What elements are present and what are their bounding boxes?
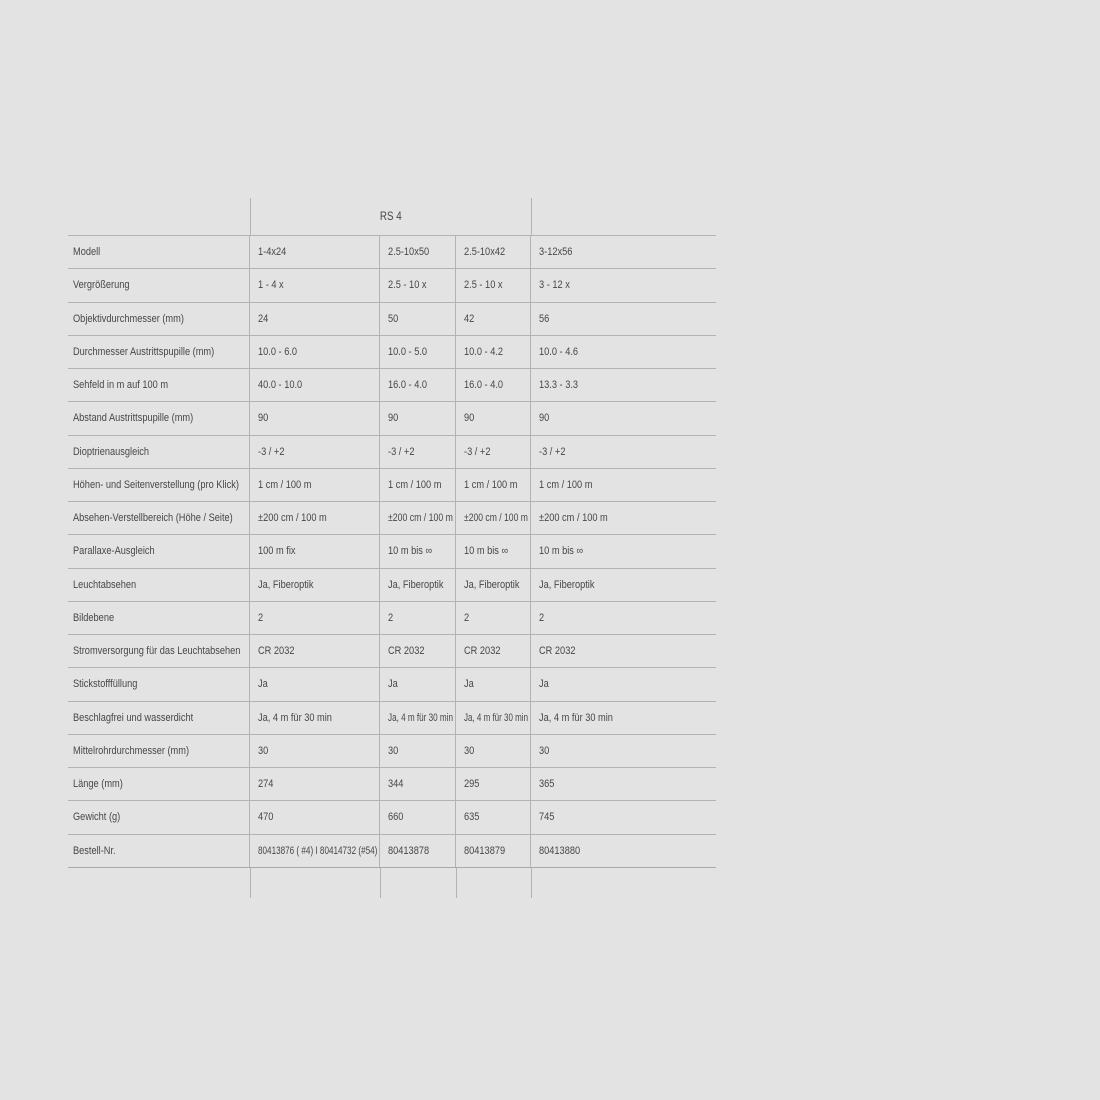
- spec-row-label: [68, 535, 250, 567]
- spec-value-cell: [531, 535, 716, 567]
- spec-value-cell: [456, 702, 531, 734]
- spec-row: [68, 800, 716, 833]
- cell-text: Absehen-Verstellbereich (Höhe / Seite): [73, 512, 233, 525]
- cell-text: Ja, 4 m für 30 min: [464, 711, 529, 724]
- spec-value-cell: [456, 835, 531, 867]
- spec-row: [68, 368, 716, 401]
- spec-value-cell: [380, 835, 456, 867]
- cell-text: -3 / +2: [464, 445, 491, 458]
- spec-value-cell: [456, 768, 531, 800]
- spec-row-label: [68, 569, 250, 601]
- spec-value-cell: [456, 635, 531, 667]
- cell-text: 80413880: [539, 844, 581, 857]
- spec-row-label: [68, 402, 250, 434]
- spec-row-label: [68, 236, 250, 268]
- cell-text: 274: [258, 778, 274, 791]
- spec-value-cell: [380, 668, 456, 700]
- cell-text: 56: [539, 312, 550, 325]
- cell-text: Ja: [258, 678, 268, 691]
- spec-row-label: [68, 303, 250, 335]
- cell-text: 30: [388, 744, 399, 757]
- cell-text: CR 2032: [464, 645, 501, 658]
- header-column-divider-right: [531, 198, 532, 235]
- spec-value-cell: [531, 336, 716, 368]
- spec-value-cell: [380, 702, 456, 734]
- cell-text: 3 - 12 x: [539, 279, 570, 292]
- cell-text: Sehfeld in m auf 100 m: [73, 379, 169, 392]
- spec-value-cell: [380, 635, 456, 667]
- spec-value-cell: [531, 668, 716, 700]
- cell-text: 10 m bis ∞: [388, 545, 433, 558]
- spec-row-label: [68, 469, 250, 501]
- cell-text: Ja, 4 m für 30 min: [258, 711, 332, 724]
- cell-text: 90: [258, 412, 269, 425]
- spec-value-cell: [380, 502, 456, 534]
- spec-row: [68, 667, 716, 700]
- cell-text: 40.0 - 10.0: [258, 379, 303, 392]
- cell-text: 1 cm / 100 m: [539, 478, 593, 491]
- cell-text: 1 cm / 100 m: [258, 478, 312, 491]
- cell-text: Ja, 4 m für 30 min: [388, 711, 454, 724]
- cell-text: 100 m fix: [258, 545, 296, 558]
- spec-value-cell: [250, 768, 380, 800]
- spec-value-cell: [531, 236, 716, 268]
- spec-value-cell: [531, 569, 716, 601]
- spec-value-cell: [456, 369, 531, 401]
- spec-row: [68, 701, 716, 734]
- spec-value-cell: [531, 602, 716, 634]
- cell-text: 295: [464, 778, 480, 791]
- spec-value-cell: [380, 768, 456, 800]
- cell-text: 2: [539, 611, 545, 624]
- cell-text: 90: [388, 412, 399, 425]
- spec-row-label: [68, 835, 250, 867]
- spec-row-label: [68, 735, 250, 767]
- cell-text: Ja: [388, 678, 398, 691]
- cell-text: 30: [258, 744, 269, 757]
- spec-value-cell: [380, 535, 456, 567]
- cell-text: Ja: [539, 678, 549, 691]
- cell-text: 2: [258, 611, 264, 624]
- cell-text: 2: [388, 611, 394, 624]
- spec-row-label: [68, 502, 250, 534]
- spec-value-cell: [250, 635, 380, 667]
- cell-text: -3 / +2: [539, 445, 566, 458]
- family-name-label: [250, 198, 531, 235]
- spec-value-cell: [456, 535, 531, 567]
- spec-value-cell: [456, 502, 531, 534]
- spec-value-cell: [531, 269, 716, 301]
- column-divider-tail-3: [456, 868, 457, 898]
- spec-row-label: [68, 635, 250, 667]
- spec-value-cell: [250, 668, 380, 700]
- spec-row-label: [68, 801, 250, 833]
- spec-value-cell: [531, 436, 716, 468]
- cell-text: Ja, Fiberoptik: [539, 578, 595, 591]
- spec-value-cell: [380, 336, 456, 368]
- spec-value-cell: [531, 402, 716, 434]
- column-divider-tail-4: [531, 868, 532, 898]
- cell-text: 365: [539, 778, 555, 791]
- spec-value-cell: [531, 635, 716, 667]
- spec-value-cell: [380, 369, 456, 401]
- spec-value-cell: [531, 369, 716, 401]
- cell-text: Objektivdurchmesser (mm): [73, 312, 184, 325]
- spec-row: [68, 734, 716, 767]
- spec-value-cell: [531, 768, 716, 800]
- cell-text: ±200 cm / 100 m: [258, 512, 327, 525]
- spec-row: [68, 568, 716, 601]
- cell-text: 42: [464, 312, 475, 325]
- spec-row: [68, 634, 716, 667]
- spec-value-cell: [456, 668, 531, 700]
- cell-text: Leuchtabsehen: [73, 578, 137, 591]
- spec-value-cell: [380, 269, 456, 301]
- cell-text: 50: [388, 312, 399, 325]
- cell-text: 3-12x56: [539, 246, 573, 259]
- spec-value-cell: [380, 735, 456, 767]
- cell-text: 1-4x24: [258, 246, 287, 259]
- cell-text: 90: [539, 412, 550, 425]
- cell-text: 10.0 - 4.2: [464, 345, 504, 358]
- spec-row: [68, 468, 716, 501]
- cell-text: -3 / +2: [258, 445, 285, 458]
- cell-text: Ja, Fiberoptik: [464, 578, 520, 591]
- cell-text: -3 / +2: [388, 445, 415, 458]
- spec-value-cell: [456, 569, 531, 601]
- spec-value-cell: [250, 436, 380, 468]
- cell-text: 30: [539, 744, 550, 757]
- spec-row: [68, 235, 716, 268]
- spec-row: [68, 268, 716, 301]
- cell-text: Ja, Fiberoptik: [388, 578, 444, 591]
- cell-text: Höhen- und Seitenverstellung (pro Klick): [73, 478, 239, 491]
- spec-value-cell: [380, 236, 456, 268]
- spec-row-label: [68, 668, 250, 700]
- cell-text: Abstand Austrittspupille (mm): [73, 412, 194, 425]
- spec-value-cell: [250, 402, 380, 434]
- cell-text: Dioptrienausgleich: [73, 445, 150, 458]
- cell-text: 2: [464, 611, 470, 624]
- spec-value-cell: [456, 602, 531, 634]
- cell-text: 10 m bis ∞: [464, 545, 509, 558]
- spec-value-cell: [456, 801, 531, 833]
- cell-text: Länge (mm): [73, 778, 123, 791]
- cell-text: 80413878: [388, 844, 430, 857]
- cell-text: 660: [388, 811, 404, 824]
- spec-value-cell: [456, 402, 531, 434]
- spec-row: [68, 501, 716, 534]
- spec-value-cell: [531, 835, 716, 867]
- cell-text: 30: [464, 744, 475, 757]
- cell-text: Bildebene: [73, 611, 115, 624]
- family-name-text: RS 4: [379, 210, 402, 223]
- spec-row-label: [68, 436, 250, 468]
- spec-value-cell: [380, 569, 456, 601]
- cell-text: 13.3 - 3.3: [539, 379, 579, 392]
- spec-value-cell: [456, 469, 531, 501]
- spec-value-cell: [531, 801, 716, 833]
- spec-value-cell: [531, 735, 716, 767]
- cell-text: CR 2032: [388, 645, 425, 658]
- spec-row-label: [68, 702, 250, 734]
- spec-row: [68, 335, 716, 368]
- spec-value-cell: [250, 735, 380, 767]
- cell-text: 635: [464, 811, 480, 824]
- spec-value-cell: [250, 269, 380, 301]
- spec-value-cell: [456, 303, 531, 335]
- spec-value-cell: [250, 602, 380, 634]
- spec-value-cell: [380, 436, 456, 468]
- spec-value-cell: [456, 236, 531, 268]
- spec-value-cell: [531, 469, 716, 501]
- spec-row: [68, 601, 716, 634]
- cell-text: Stromversorgung für das Leuchtabsehen: [73, 645, 241, 658]
- spec-value-cell: [250, 303, 380, 335]
- cell-text: Durchmesser Austrittspupille (mm): [73, 345, 215, 358]
- model-family-header: [68, 198, 716, 235]
- spec-value-cell: [456, 336, 531, 368]
- spec-value-cell: [250, 236, 380, 268]
- spec-row: [68, 302, 716, 335]
- spec-row: [68, 767, 716, 800]
- cell-text: 10 m bis ∞: [539, 545, 584, 558]
- cell-text: ±200 cm / 100 m: [388, 512, 453, 525]
- cell-text: 10.0 - 5.0: [388, 345, 428, 358]
- cell-text: CR 2032: [258, 645, 295, 658]
- spec-value-cell: [531, 502, 716, 534]
- spec-value-cell: [380, 402, 456, 434]
- cell-text: Stickstofffüllung: [73, 678, 138, 691]
- spec-table: [68, 235, 716, 868]
- spec-value-cell: [531, 303, 716, 335]
- spec-value-cell: [380, 602, 456, 634]
- cell-text: 1 - 4 x: [258, 279, 284, 292]
- cell-text: Ja, Fiberoptik: [258, 578, 314, 591]
- spec-row: [68, 435, 716, 468]
- spec-row: [68, 534, 716, 567]
- cell-text: Bestell-Nr.: [73, 844, 116, 857]
- cell-text: 2.5-10x50: [388, 246, 430, 259]
- spec-value-cell: [456, 269, 531, 301]
- spec-value-cell: [250, 835, 380, 867]
- column-divider-tail-1: [250, 868, 251, 898]
- cell-text: 2.5 - 10 x: [464, 279, 503, 292]
- cell-text: 10.0 - 4.6: [539, 345, 579, 358]
- spec-row-label: [68, 369, 250, 401]
- cell-text: Modell: [73, 246, 101, 259]
- spec-value-cell: [531, 702, 716, 734]
- cell-text: 470: [258, 811, 274, 824]
- spec-row-label: [68, 269, 250, 301]
- cell-text: Mittelrohrdurchmesser (mm): [73, 744, 190, 757]
- cell-text: 745: [539, 811, 555, 824]
- cell-text: 1 cm / 100 m: [464, 478, 518, 491]
- cell-text: 2.5 - 10 x: [388, 279, 427, 292]
- spec-value-cell: [250, 502, 380, 534]
- spec-value-cell: [250, 535, 380, 567]
- spec-value-cell: [250, 369, 380, 401]
- cell-text: 80413876 ( #4) I 80414732 (#54): [258, 844, 378, 857]
- cell-text: 2.5-10x42: [464, 246, 506, 259]
- column-divider-tail-2: [380, 868, 381, 898]
- spec-value-cell: [380, 469, 456, 501]
- cell-text: Vergrößerung: [73, 279, 130, 292]
- spec-value-cell: [250, 702, 380, 734]
- spec-value-cell: [456, 735, 531, 767]
- spec-value-cell: [250, 801, 380, 833]
- cell-text: 24: [258, 312, 269, 325]
- cell-text: 16.0 - 4.0: [464, 379, 504, 392]
- cell-text: Ja, 4 m für 30 min: [539, 711, 613, 724]
- spec-row: [68, 834, 716, 867]
- cell-text: 1 cm / 100 m: [388, 478, 442, 491]
- cell-text: ±200 cm / 100 m: [539, 512, 608, 525]
- cell-text: Beschlagfrei und wasserdicht: [73, 711, 194, 724]
- spec-value-cell: [456, 436, 531, 468]
- spec-row-label: [68, 768, 250, 800]
- spec-value-cell: [250, 336, 380, 368]
- cell-text: 80413879: [464, 844, 506, 857]
- cell-text: 90: [464, 412, 475, 425]
- spec-value-cell: [380, 801, 456, 833]
- spec-row-label: [68, 336, 250, 368]
- spec-value-cell: [250, 569, 380, 601]
- cell-text: Gewicht (g): [73, 811, 121, 824]
- cell-text: Parallaxe-Ausgleich: [73, 545, 155, 558]
- cell-text: 16.0 - 4.0: [388, 379, 428, 392]
- spec-row: [68, 401, 716, 434]
- spec-value-cell: [250, 469, 380, 501]
- cell-text: Ja: [464, 678, 474, 691]
- table-tail: [68, 868, 716, 898]
- cell-text: 10.0 - 6.0: [258, 345, 298, 358]
- spec-value-cell: [380, 303, 456, 335]
- spec-row-label: [68, 602, 250, 634]
- cell-text: CR 2032: [539, 645, 576, 658]
- cell-text: ±200 cm / 100 m: [464, 512, 528, 525]
- cell-text: 344: [388, 778, 404, 791]
